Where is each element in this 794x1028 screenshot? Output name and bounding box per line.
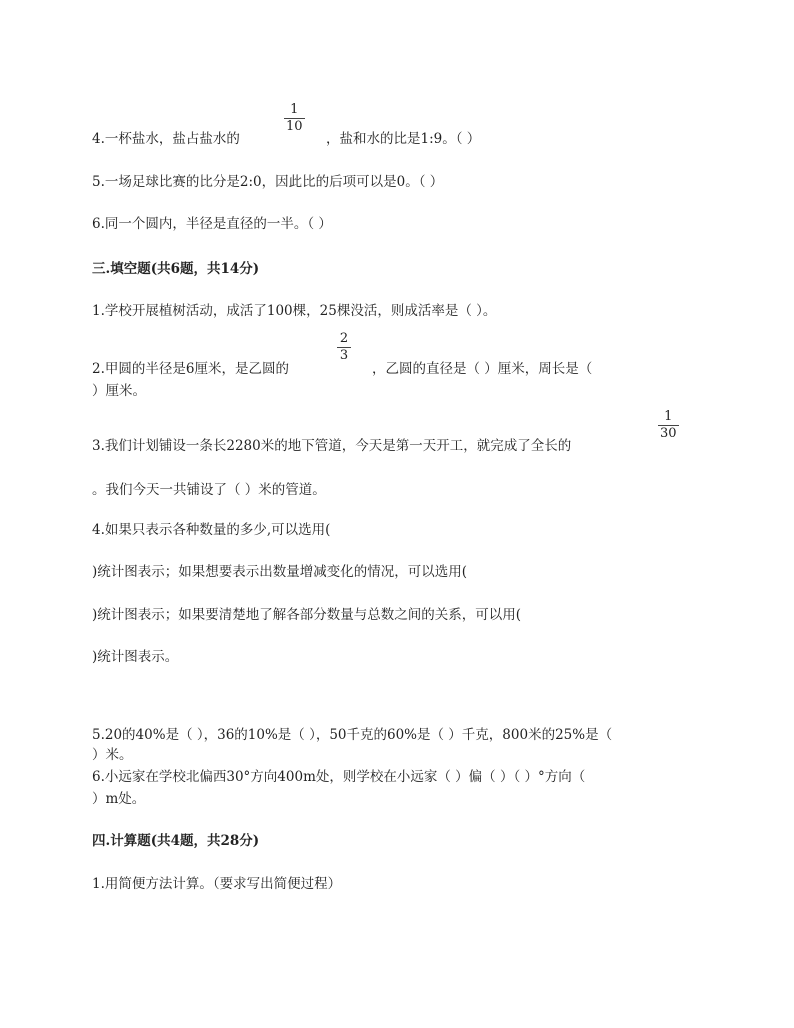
fill-question-1: 1.学校开展植树活动，成活了100棵，25棵没活，则成活率是（ ）。 — [92, 303, 497, 319]
fill-question-5-line1: 5.20的40%是（ ），36的10%是（ ），50千克的60%是（ ）千克，800米的25%是（ — [92, 727, 613, 743]
fill-question-4-line4: )统计图表示。 — [92, 649, 179, 665]
calc-question-1: 1.用简便方法计算。（要求写出简便过程） — [92, 876, 342, 892]
fraction-denominator: 30 — [660, 426, 677, 441]
fill-question-6-line2: ）m处。 — [92, 791, 146, 807]
fill-question-6-line1: 6.小远家在学校北偏西30°方向400m处，则学校在小远家（ ）偏（ ）（ ）°方向（ — [92, 769, 586, 785]
fraction-numerator: 1 — [290, 102, 299, 117]
section-4-title: 四.计算题(共4题，共28分) — [92, 833, 260, 849]
fill-question-4-line1: 4.如果只表示各种数量的多少,可以选用( — [92, 522, 331, 538]
fill-question-2-after: ，乙圆的直径是（ ）厘米，周长是（ — [372, 361, 593, 377]
fraction-one-tenth — [284, 103, 305, 134]
fill-question-5-line2: ）米。 — [92, 747, 133, 763]
section-3-title: 三.填空题(共6题，共14分) — [92, 261, 260, 277]
fill-question-2-line2: ）厘米。 — [92, 383, 146, 399]
question-4-after: ，盐和水的比是1:9。（ ） — [326, 131, 481, 147]
fill-question-4-line3: )统计图表示；如果要清楚地了解各部分数量与总数之间的关系，可以用( — [92, 607, 522, 623]
fill-question-4-line2: )统计图表示；如果想要表示出数量增减变化的情况，可以选用( — [92, 564, 468, 580]
fill-question-3-before: 3.我们计划铺设一条长2280米的地下管道，今天是第一天开工，就完成了全长的 — [92, 438, 572, 454]
fraction-numerator: 1 — [664, 409, 673, 424]
fraction-denominator: 3 — [339, 348, 349, 363]
question-6: 6.同一个圆内，半径是直径的一半。（ ） — [92, 216, 332, 232]
question-4-before: 4.一杯盐水，盐占盐水的 — [92, 131, 240, 147]
fraction-one-thirtieth — [658, 410, 679, 441]
fraction-denominator: 10 — [286, 119, 303, 134]
fraction-numerator: 2 — [339, 331, 349, 346]
fraction-two-thirds — [337, 332, 351, 363]
fill-question-2-before: 2.甲圆的半径是6厘米，是乙圆的 — [92, 361, 289, 377]
question-5: 5.一场足球比赛的比分是2:0，因此比的后项可以是0。（ ） — [92, 174, 444, 190]
fill-question-3-line2: 。我们今天一共铺设了（ ）米的管道。 — [92, 482, 326, 498]
